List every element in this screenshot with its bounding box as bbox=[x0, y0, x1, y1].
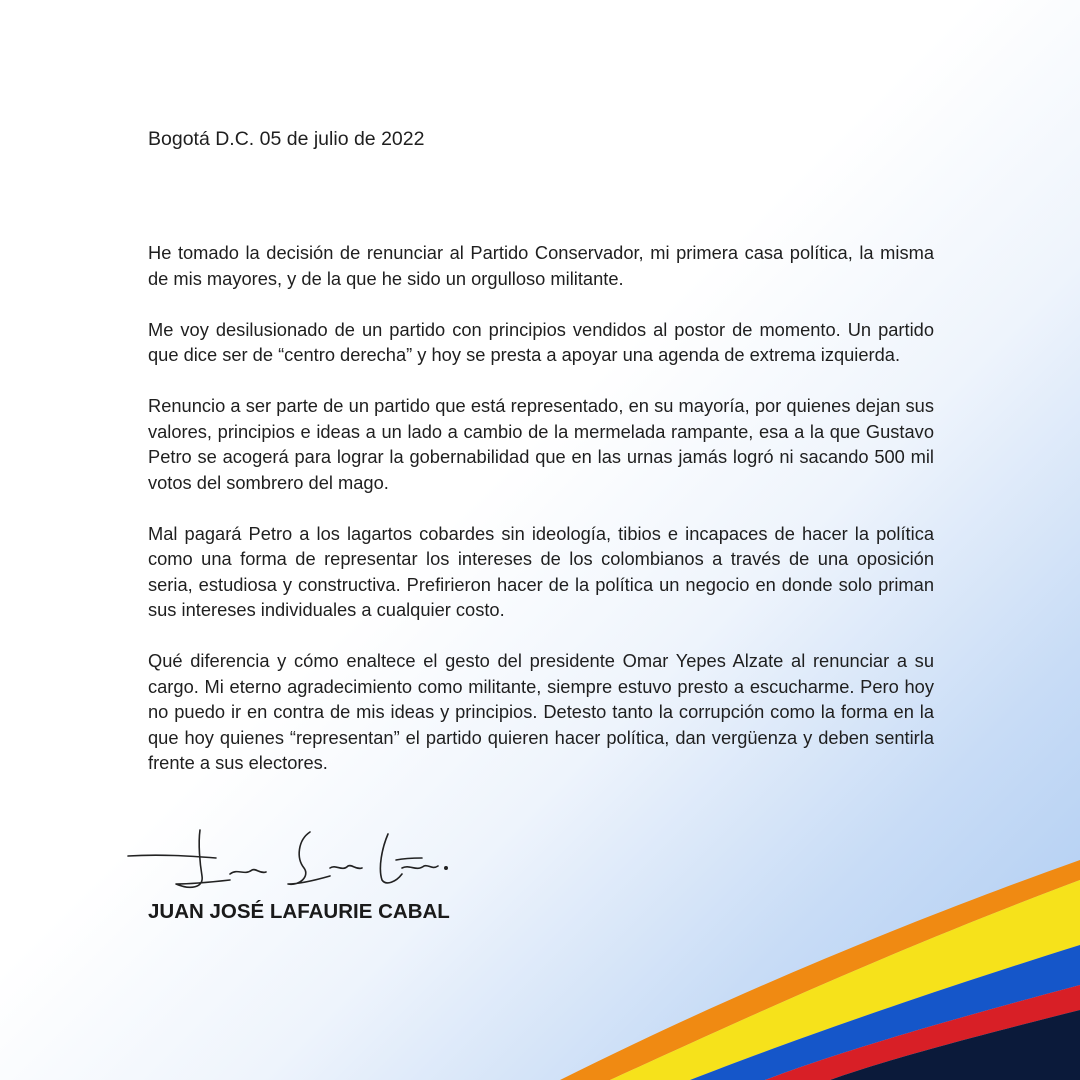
paragraph-1: He tomado la decisión de renunciar al Partido Conservador, mi primera casa política, la misma de mis mayores, y de la que he sido un orgulloso militante. bbox=[148, 242, 934, 289]
paragraph-5: Qué diferencia y cómo enaltece el gesto del presidente Omar Yepes Alzate al renunciar a su cargo. Mi eterno agradecimiento como militante, siempre estuvo presto a escucharme. Pero hoy no puedo ir en contra de mis ideas y principios. Detesto tanto la corrupción como la forma en la que hoy quienes “representan” el partido quieren hacer política, dan vergüenza y deben sentirla frente a sus electores. bbox=[148, 650, 934, 773]
paragraph-2: Me voy desilusionado de un partido con principios vendidos al postor de momento. Un partido que dice ser de “centro derecha” y hoy se presta a apoyar una agenda de extrema izquierda. bbox=[148, 318, 934, 365]
paragraph-4: Mal pagará Petro a los lagartos cobardes sin ideología, tibios e incapaces de hacer la política como una forma de representar los intereses de los colombianos a través de una oposición seria, estudiosa y constructiva. Prefirieron hacer de la política un negocio en donde solo priman sus intereses individuales a cualquier costo. bbox=[148, 522, 934, 620]
letter-body bbox=[148, 240, 934, 801]
letter-date: Bogotá D.C. 05 de julio de 2022 bbox=[148, 128, 425, 150]
paragraph-3: Renuncio a ser parte de un partido que está representado, en su mayoría, por quienes dejan sus valores, principios e ideas a un lado a cambio de la mermelada rampante, esa a la que Gustavo Petro se acogerá para lograr la gobernabilidad que en las urnas jamás logró ni sacando 500 mil votos del sombrero del mago. bbox=[148, 395, 934, 493]
handwritten-signature bbox=[120, 824, 460, 906]
signer-name: JUAN JOSÉ LAFAURIE CABAL bbox=[148, 900, 450, 923]
